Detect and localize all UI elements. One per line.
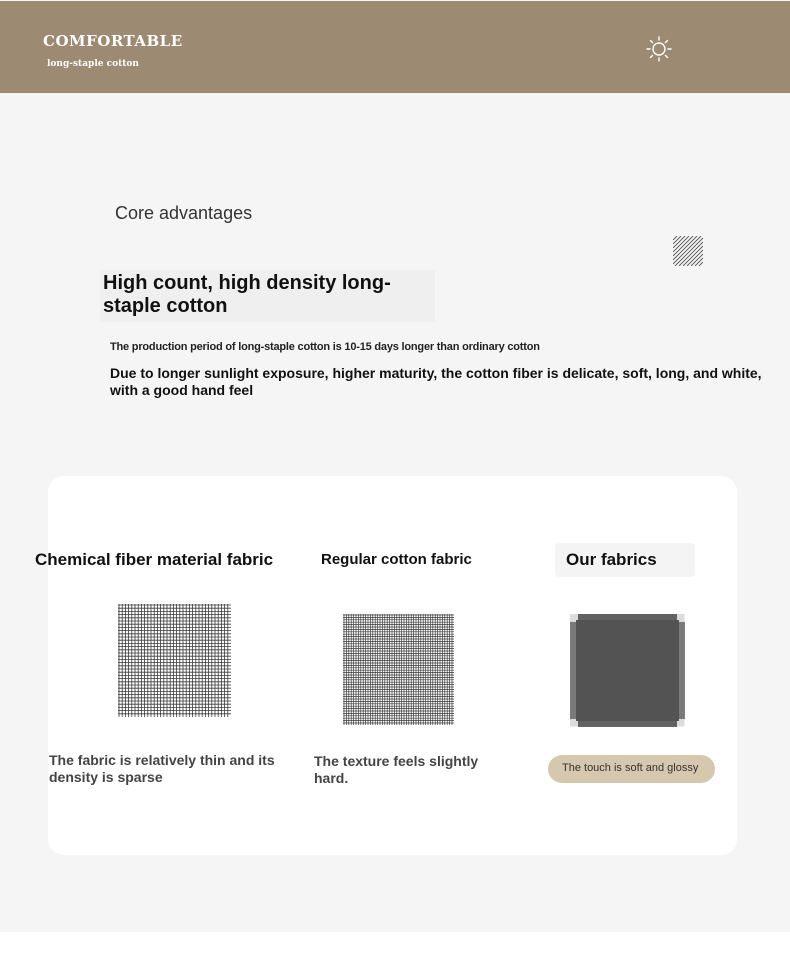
regular-cotton-description: The texture feels slightly hard. xyxy=(314,753,479,786)
period-note: The production period of long-staple cotton is 10-15 days longer than ordinary cotton xyxy=(110,341,540,353)
regular-cotton-title: Regular cotton fabric xyxy=(321,551,472,568)
chemical-fiber-description: The fabric is relatively thin and its density is sparse xyxy=(49,752,275,785)
section-description: Due to longer sunlight exposure, higher maturity, the cotton fiber is delicate, soft, long, and white, with a good hand feel xyxy=(110,365,762,398)
hatch-pattern-icon xyxy=(673,236,703,266)
our-fabrics-description: The touch is soft and glossy xyxy=(562,762,699,774)
our-fabrics-title: Our fabrics xyxy=(566,550,657,569)
chemical-fiber-weave-swatch xyxy=(118,604,231,717)
section-title: High count, high density long-staple cotton xyxy=(103,272,391,317)
our-fabrics-badge xyxy=(548,755,715,783)
section-kicker: Core advantages xyxy=(115,203,253,223)
sun-icon xyxy=(646,36,672,62)
header-banner xyxy=(0,1,790,93)
brand-subtitle: long-staple cotton xyxy=(47,59,139,69)
brand-title: COMFORTABLE xyxy=(43,32,183,50)
chemical-fiber-title: Chemical fiber material fabric xyxy=(35,550,274,569)
regular-cotton-weave-swatch xyxy=(343,614,454,725)
our-fabric-weave-swatch xyxy=(570,614,685,727)
